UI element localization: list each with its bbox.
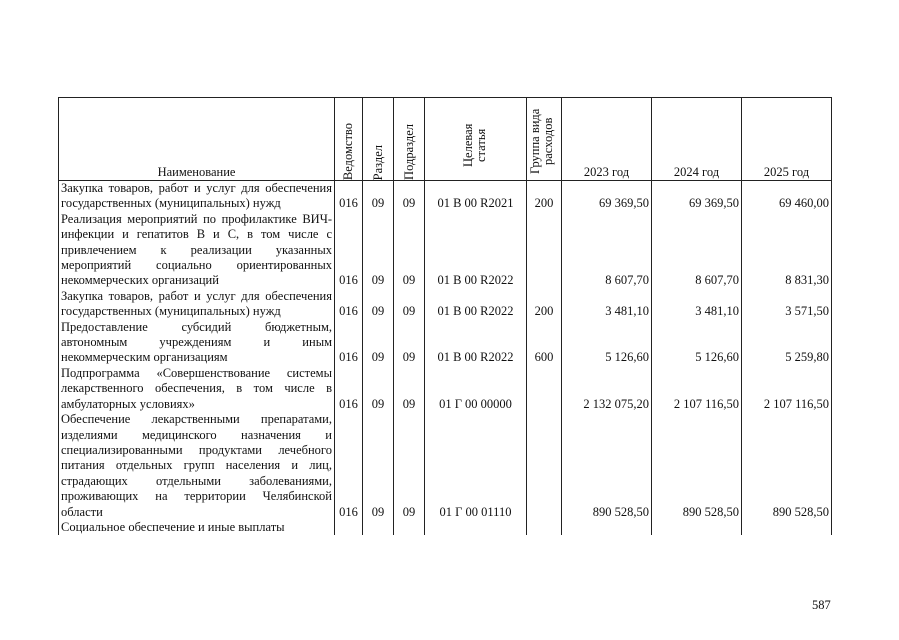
- row-name: Закупка товаров, работ и услуг для обеспечения государственных (муниципальных) нужд: [59, 181, 335, 212]
- row-2025: [742, 520, 832, 535]
- row-razdel: 09: [363, 320, 394, 366]
- header-razdel: Раздел: [363, 98, 394, 181]
- row-podrazdel: 09: [394, 412, 425, 520]
- row-2024: 890 528,50: [652, 412, 742, 520]
- row-2025: 2 107 116,50: [742, 366, 832, 412]
- row-name: Подпрограмма «Совершенствование системы лекарственного обеспечения, в том числе в амбулаторных условиях»: [59, 366, 335, 412]
- row-vedomstvo: 016: [335, 366, 363, 412]
- row-2023: 890 528,50: [562, 412, 652, 520]
- table-row: [59, 412, 832, 520]
- row-group: [527, 212, 562, 289]
- table-row: [59, 181, 832, 212]
- row-group: [527, 520, 562, 535]
- header-2023: 2023 год: [562, 98, 652, 181]
- header-group: Группа вида расходов: [527, 98, 562, 181]
- row-group: 200: [527, 181, 562, 212]
- budget-table: [58, 97, 832, 535]
- row-2023: 3 481,10: [562, 289, 652, 320]
- row-vedomstvo: 016: [335, 181, 363, 212]
- row-razdel: 09: [363, 289, 394, 320]
- row-podrazdel: 09: [394, 320, 425, 366]
- row-target: 01 В 00 R2021: [425, 181, 527, 212]
- row-2023: 5 126,60: [562, 320, 652, 366]
- row-group: 600: [527, 320, 562, 366]
- row-target: 01 В 00 R2022: [425, 212, 527, 289]
- row-target: [425, 520, 527, 535]
- row-name: Социальное обеспечение и иные выплаты: [59, 520, 335, 535]
- page-number: 587: [812, 598, 831, 612]
- row-name: Обеспечение лекарственными препаратами, изделиями медицинского назначения и специализированными продуктами лечебного питания отдельных групп населения и лиц, страдающих отдельными заболеваниями, проживающих на территории Челябинской области: [59, 412, 335, 520]
- row-2023: 8 607,70: [562, 212, 652, 289]
- row-2025: 69 460,00: [742, 181, 832, 212]
- row-razdel: 09: [363, 181, 394, 212]
- row-podrazdel: [394, 520, 425, 535]
- row-2023: 2 132 075,20: [562, 366, 652, 412]
- table-row: [59, 520, 832, 535]
- row-target: 01 Г 00 01110: [425, 412, 527, 520]
- row-podrazdel: 09: [394, 212, 425, 289]
- row-podrazdel: 09: [394, 366, 425, 412]
- header-2025: 2025 год: [742, 98, 832, 181]
- row-2024: 3 481,10: [652, 289, 742, 320]
- row-2025: 890 528,50: [742, 412, 832, 520]
- row-podrazdel: 09: [394, 289, 425, 320]
- row-podrazdel: 09: [394, 181, 425, 212]
- header-vedomstvo: Ведомство: [335, 98, 363, 181]
- header-podrazdel: Подраздел: [394, 98, 425, 181]
- row-vedomstvo: 016: [335, 412, 363, 520]
- row-group: [527, 412, 562, 520]
- row-target: 01 В 00 R2022: [425, 320, 527, 366]
- table-header-row: [59, 98, 832, 181]
- row-vedomstvo: 016: [335, 320, 363, 366]
- row-name: Предоставление субсидий бюджетным, автономным учреждениям и иным некоммерческим организациям: [59, 320, 335, 366]
- row-target: 01 В 00 R2022: [425, 289, 527, 320]
- row-razdel: 09: [363, 366, 394, 412]
- row-razdel: 09: [363, 212, 394, 289]
- row-2023: 69 369,50: [562, 181, 652, 212]
- row-2024: 2 107 116,50: [652, 366, 742, 412]
- row-razdel: 09: [363, 412, 394, 520]
- row-razdel: [363, 520, 394, 535]
- row-2024: 5 126,60: [652, 320, 742, 366]
- table-row: [59, 289, 832, 320]
- row-2025: 5 259,80: [742, 320, 832, 366]
- header-target: Целевая статья: [425, 98, 527, 181]
- row-2025: 8 831,30: [742, 212, 832, 289]
- row-2024: 8 607,70: [652, 212, 742, 289]
- row-name: Реализация мероприятий по профилактике ВИЧ-инфекции и гепатитов В и С, в том числе с привлечением к реализации указанных мероприятий социально ориентированных некоммерческих организаций: [59, 212, 335, 289]
- row-group: 200: [527, 289, 562, 320]
- row-2024: 69 369,50: [652, 181, 742, 212]
- row-vedomstvo: 016: [335, 212, 363, 289]
- table-row: [59, 320, 832, 366]
- row-2024: [652, 520, 742, 535]
- row-name: Закупка товаров, работ и услуг для обеспечения государственных (муниципальных) нужд: [59, 289, 335, 320]
- row-group: [527, 366, 562, 412]
- row-2025: 3 571,50: [742, 289, 832, 320]
- row-vedomstvo: 016: [335, 289, 363, 320]
- table-row: [59, 366, 832, 412]
- row-target: 01 Г 00 00000: [425, 366, 527, 412]
- row-2023: [562, 520, 652, 535]
- row-vedomstvo: [335, 520, 363, 535]
- header-2024: 2024 год: [652, 98, 742, 181]
- table-row: [59, 212, 832, 289]
- header-name: Наименование: [59, 98, 335, 181]
